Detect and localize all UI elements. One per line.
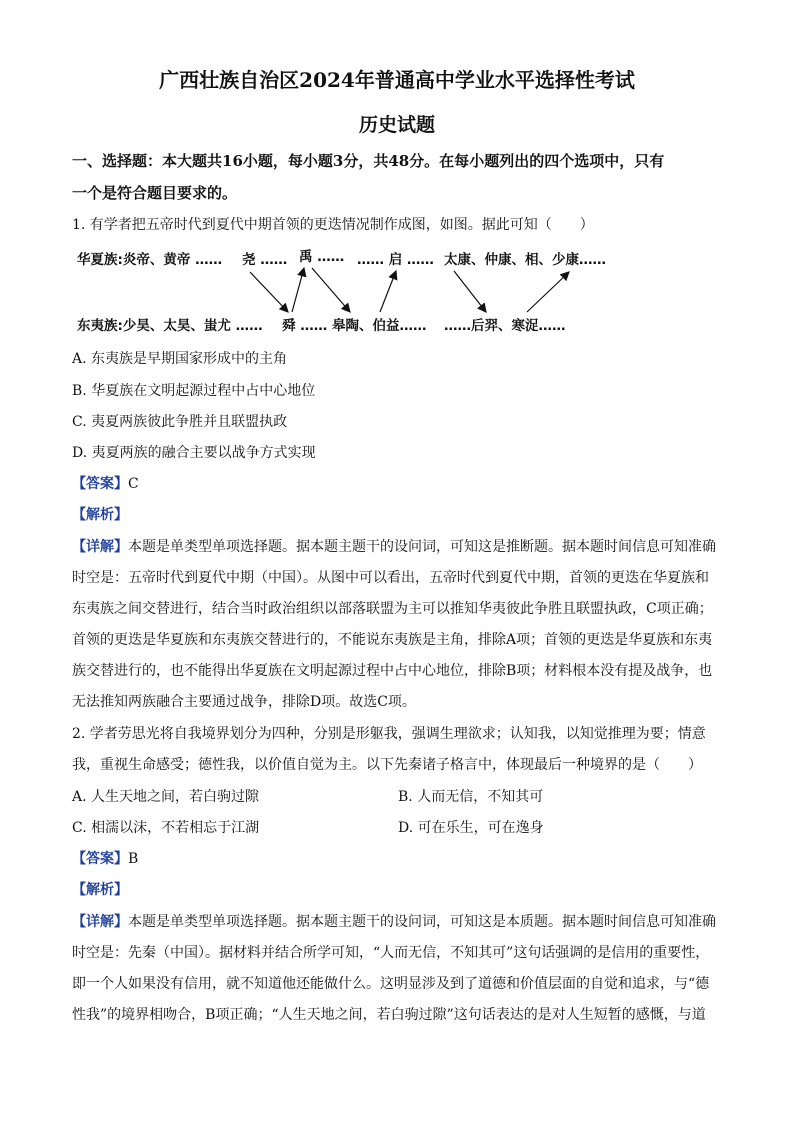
section-instructions-line1: 一、选择题：本大题共16小题，每小题3分，共48分。在每小题列出的四个选项中，只有	[72, 152, 665, 170]
exam-subtitle: 历史试题	[358, 114, 435, 136]
arrow-shun-to-yu	[292, 268, 304, 312]
analysis-tag: 【解析】	[72, 507, 128, 523]
answer-tag: 【答案】	[72, 851, 128, 867]
diagram-bottom-shun: 舜 ……	[282, 318, 328, 334]
arrow-hanzhuo-to-shaokang	[527, 272, 569, 312]
q1-option-c: C. 夷夏两族彼此争胜并且联盟执政	[72, 414, 288, 430]
q2-stem-line1: 2. 学者劳思光将自我境界划分为四种，分别是形躯我，强调生理欲求；认知我，以知觉推理为要；情意	[72, 726, 706, 742]
q1-detail-line2: 时空是：五帝时代到夏代中期（中国）。从图中可以看出，五帝时代到夏代中期，首领的更迭在华夏族和	[72, 570, 709, 586]
q1-answer	[72, 473, 139, 493]
arrow-boyi-to-qi	[380, 271, 396, 312]
q1-option-a: A. 东夷族是早期国家形成中的主角	[72, 351, 288, 367]
q1-detail-text: 本题是单类型单项选择题。据本题主题干的设问词，可知这是推断题。据本题时间信息可知准确	[128, 539, 716, 555]
q2-answer	[72, 848, 138, 868]
diagram-top-qi: …… 启 ……	[357, 252, 434, 268]
q2-option-d: D. 可在乐生，可在逸身	[398, 820, 544, 836]
exam-title: 广西壮族自治区2024年普通高中学业水平选择性考试	[159, 68, 635, 92]
q2-stem-line2: 我，重视生命感受；德性我，以价值自觉为主。以下先秦诸子格言中，体现最后一种境界的是（ ）	[72, 757, 702, 773]
q2-answer-value: B	[128, 851, 139, 867]
q1-detail-line5: 族交替进行的，也不能得出华夏族在文明起源过程中占中心地位，排除B项；材料根本没有提及战争，也	[72, 663, 713, 679]
arrow-taikang-to-houyi	[454, 271, 486, 312]
diagram-top-hua-xia: 华夏族:炎帝、黄帝 ……	[77, 252, 223, 268]
q1-option-d: D. 夷夏两族的融合主要以战争方式实现	[72, 445, 316, 461]
q1-detail-line3: 东夷族之间交替进行，结合当时政治组织以部落联盟为主可以推知华夷彼此争胜且联盟执政，C项正确；	[72, 601, 713, 617]
q2-analysis	[72, 879, 128, 899]
section-instructions-line2: 一个是符合题目要求的。	[72, 184, 238, 202]
diagram-bottom-houyi: ……后羿、寒浞……	[444, 318, 566, 334]
q2-option-b: B. 人而无信，不知其可	[398, 789, 544, 805]
q2-detail-line2: 时空是：先秦（中国）。据材料并结合所学可知，“人而无信，不知其可”这句话强调的是信用的重要性，	[72, 945, 710, 961]
succession-diagram	[72, 244, 632, 344]
diagram-top-yao: 尧 ……	[242, 252, 288, 268]
q1-detail-line4: 首领的更迭是华夏族和东夷族交替进行的，不能说东夷族是主角，排除A项；首领的更迭是华夏族和东夷	[72, 632, 713, 648]
q1-detail-line1	[72, 536, 716, 556]
detail-tag: 【详解】	[72, 539, 128, 555]
q2-detail-line1	[72, 911, 716, 931]
q2-option-a: A. 人生天地之间，若白驹过隙	[72, 789, 260, 805]
diagram-bottom-gaotao: 皋陶、伯益……	[332, 318, 427, 334]
q1-analysis	[72, 504, 128, 524]
analysis-tag: 【解析】	[72, 882, 128, 898]
q2-detail-line4: 性我”的境界相吻合，B项正确；“人生天地之间，若白驹过隙”这句话表达的是对人生短暂的感慨，与道	[72, 1007, 706, 1023]
diagram-top-taikang: 太康、仲康、相、少康……	[444, 252, 606, 268]
q1-answer-value: C	[128, 476, 139, 492]
q2-detail-line3: 即一个人如果没有信用，就不知道他还能做什么。这明显涉及到了道德和价值层面的自觉和追求，与“德	[72, 976, 710, 992]
arrow-yu-to-gaotao	[312, 268, 350, 312]
detail-tag: 【详解】	[72, 914, 128, 930]
diagram-top-yu: 禹 ……	[299, 249, 345, 265]
q1-detail-line6: 无法推知两族融合主要通过战争，排除D项。故选C项。	[72, 694, 416, 710]
q2-option-c: C. 相濡以沫，不若相忘于江湖	[72, 820, 260, 836]
q1-stem: 1. 有学者把五帝时代到夏代中期首领的更迭情况制作成图，如图。据此可知（ ）	[72, 217, 594, 233]
q1-option-b: B. 华夏族在文明起源过程中占中心地位	[72, 383, 316, 399]
diagram-bottom-dong-yi: 东夷族:少昊、太昊、蚩尤 ……	[77, 318, 263, 334]
arrow-yao-to-shun	[250, 272, 288, 312]
answer-tag: 【答案】	[72, 476, 128, 492]
q2-detail-text: 本题是单类型单项选择题。据本题主题干的设问词，可知这是本质题。据本题时间信息可知准确	[128, 914, 716, 930]
